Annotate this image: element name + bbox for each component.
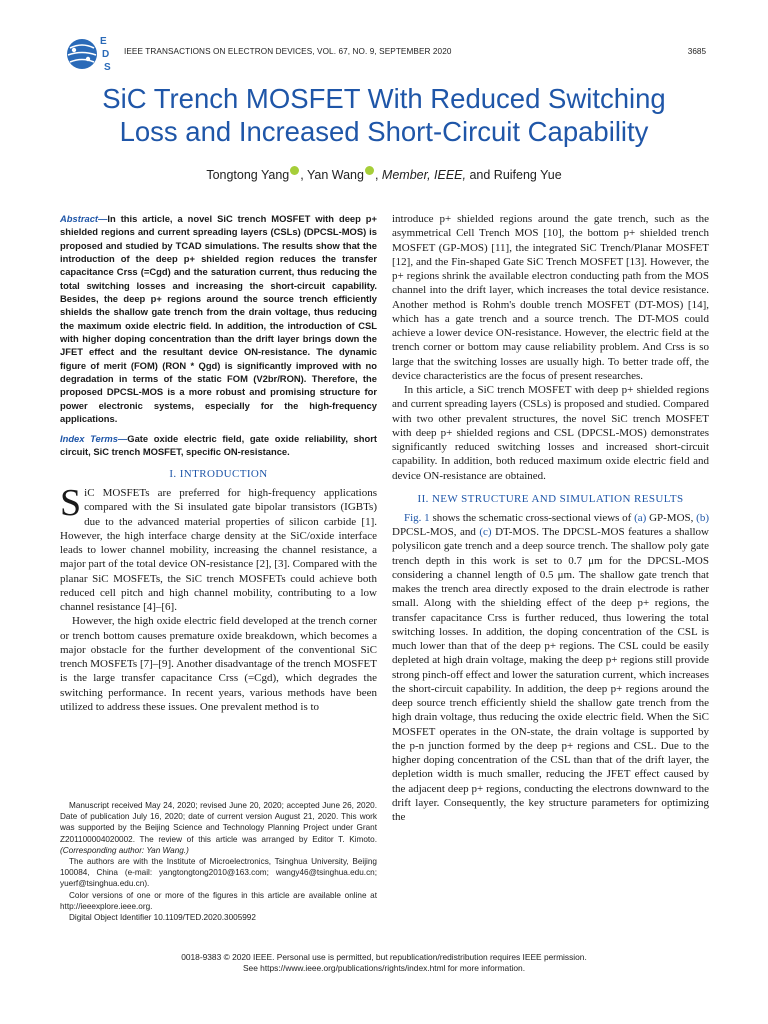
paper-title [40, 82, 728, 148]
index-terms-text: Gate oxide electric field, gate oxide reliability, short circuit, SiC trench MOSFET, specific ON-resistance. [60, 432, 377, 457]
author-3: and Ruifeng Yue [465, 168, 562, 182]
left-column [60, 212, 377, 714]
intro-paragraph-2: However, the high oxide electric field developed at the trench corner or trench bottom causes premature oxide breakdown, which becomes a major obstacle for the further development of the conventional SiC trench MOSFETs [7]–[9]. Another disadvantage of the trench MOSFET is the large transfer capacitance Crss (=Cgd), which degrades the switching performance. In recent years, various methods have been utilized to address these issues. One prevalent method is to [60, 615, 377, 713]
right-column [392, 212, 709, 824]
subfig-a-link[interactable]: (a) [634, 511, 647, 524]
figure-1-link[interactable]: Fig. 1 [404, 511, 430, 524]
copyright-line-2: See https://www.ieee.org/publications/rights/index.html for more information. [242, 963, 526, 973]
section-heading-structure: II. NEW STRUCTURE AND SIMULATION RESULTS [417, 492, 684, 505]
structure-text-d: DT-MOS. The DPCSL-MOS features a shallow polysilicon gate trench and a deep source trench. The shallow poly gate trench depth in this work is set to 0.7 μm for the DPCSL-MOS considering a channel length of 0.5 μm. The shallow gate trench that makes the trench area directly exposed to the drain electrode is rather small. Along with the shielding effect of the deep p+ regions, the transfer capacitance Crss is further reduced, thus lowering the total switching losses. In addition, the doping concentration of the CSL is much lower than that of the deep p+ regions. The CSL could be easily depleted at high drain voltage, making the deep p+ regions still provide strong pinch-off effect and lower the saturation current, which increases the short-circuit capability. In addition, the deep p+ regions around the deep source trench efficiently shield the shallow gate trench from the high drain voltage, thus reducing the oxide electric field. When the SiC MOSFET operates in the ON-state, the drain voltage is supported by the p-n junction formed by the deep p+ regions and CSL. Due to the higher doping concentration of the CSL than that of the drift layer, the depletion width is much smaller, reducing the JFET effect caused by the adjacent deep p+ regions, conducting the electrons downward to the drift layer. Consequently, the key structure parameters for optimizing the [392, 526, 709, 823]
footnote-manuscript: Manuscript received May 24, 2020; revised June 20, 2020; accepted June 26, 2020. Date of publication July 16, 2020; date of current version August 21, 2020. This work was supported by the Beijing Science and Technology Planning Project under Grant Z201100004020002. The review of this article was arranged by Editor T. Kimoto. [60, 801, 377, 844]
author-membership: Member, IEEE, [381, 168, 466, 182]
abstract-text: In this article, a novel SiC trench MOSFET with deep p+ shielded regions and current spreading layers (CSLs) (DPCSL-MOS) is proposed and studied by TCAD simulations. The results show that the introduction of the deep p+ shielded region reduces the transfer capacitance Crss (=Cgd) and the saturation current, thus reducing the total switching losses and increasing the short-circuit capability. Besides, the deep p+ regions around the source trench efficiently shields the shallow gate trench from the drain voltage, thus reducing the maximum oxide electric field. In addition, the introduction of CSL with higher doping concentration than the drift layer brings down the JFET effect and the resultant device ON-resistance. The dynamic figure of merit (FOM) (RON * Qgd) is significantly improved with no degradation in terms of the static FOM (V2br/RON). Therefore, the proposed DPCSL-MOS is a more robust and promising structure for power electronic systems, especially for the high-frequency applications. [60, 213, 377, 425]
footnote-color-versions: Color versions of one or more of the figures in this article are available online at http://ieeexplore.ieee.org. [60, 890, 377, 911]
structure-text-a: shows the schematic cross-sectional views of [429, 511, 635, 524]
author-2: , Yan Wang [300, 168, 364, 182]
eds-globe-logo [62, 30, 116, 76]
page-number: 3685 [687, 47, 706, 56]
svg-text:E: E [100, 36, 107, 47]
structure-text-c: DPCSL-MOS, and [392, 526, 480, 538]
subfig-c-link[interactable]: (c) [479, 526, 492, 538]
copyright-line-1: 0018-9383 © 2020 IEEE. Personal use is permitted, but republication/redistribution requires IEEE permission. [181, 952, 587, 962]
section-heading-introduction: I. INTRODUCTION [169, 468, 268, 481]
copyright-footer [0, 952, 768, 974]
journal-name: IEEE TRANSACTIONS ON ELECTRON DEVICES, VOL. 67, NO. 9, SEPTEMBER 2020 [124, 47, 452, 56]
first-page-footnote [60, 800, 377, 923]
index-terms [60, 432, 377, 459]
footnote-corresponding: (Corresponding author: Yan Wang.) [60, 845, 189, 855]
structure-text-b: GP-MOS, [646, 511, 697, 524]
orcid-icon[interactable] [365, 166, 374, 175]
page-header [0, 0, 768, 80]
footnote-doi: Digital Object Identifier 10.1109/TED.2020.3005992 [69, 913, 256, 923]
structure-body [392, 511, 709, 825]
abstract-dash: — [98, 213, 108, 224]
introduction-body [60, 482, 377, 714]
svg-text:D: D [102, 49, 110, 60]
index-terms-dash: — [117, 432, 128, 444]
author-1: Tongtong Yang [206, 168, 290, 182]
right-body [392, 212, 709, 483]
intro-paragraph-1: iC MOSFETs are preferred for high-frequency applications compared with the Si insulated gate bipolar transistors (IGBTs) due to the advanced material properties of silicon carbide [1]. However, the high interface charge density at the SiC/oxide interface leads to lower channel mobility, increasing the channel resistance, a major part of the total device ON-resistance [2], [3]. Compared with the planar SiC MOSFETs, the SiC trench MOSFETs could achieve both reduced cell pitch and high channel mobility, contributing to a low channel resistance [4]–[6]. [60, 487, 377, 614]
svg-text:S: S [104, 62, 111, 73]
index-terms-label: Index Terms [60, 432, 118, 444]
author-list [40, 166, 728, 182]
subfig-b-link[interactable]: (b) [696, 511, 709, 524]
title-line-1: SiC Trench MOSFET With Reduced Switching [102, 83, 666, 114]
author-sep: , [374, 168, 382, 182]
footnote-affiliation: The authors are with the Institute of Microelectronics, Tsinghua University, Beijing 100084, China (e-mail: yangtongtong2010@163.com; wangy46@tsinghua.edu.cn; yuerf@tsinghua.edu.cn). [60, 857, 377, 889]
abstract-label: Abstract [60, 213, 99, 224]
orcid-icon[interactable] [290, 166, 299, 175]
right-paragraph-1: introduce p+ shielded regions around the gate trench, such as the asymmetrical Cell Trench MOS [10], the bottom p+ shielded trench MOSFET (GP-MOS) [11], the integrated SiC Trench/Planar MOSFET [12], and the Fin-shaped Gate SiC Trench MOSFET [13]. However, the p+ regions shrink the available electron conducting path from the MOS channel into the drift layer, which increases the total device resistance. Another method is Rohm's double trench MOSFET (DT-MOS) [14], which has a gate trench and a source trench. The DT-MOS could achieve a lower device ON-resistance. However, the electric field at the trench corner or bottom may cause reliability problem. And Crss is so large that the switching losses are usually high. To better trade off, the device characteristics are the focus of present researches. [392, 213, 709, 382]
title-line-2: Loss and Increased Short-Circuit Capability [119, 116, 649, 147]
right-paragraph-2: In this article, a SiC trench MOSFET with deep p+ shielded regions and current spreading layers (CSLs) is proposed and studied. Compared with two other prevalent structures, the novel SiC trench MOSFET with deep p+ shielded regions and CSL (DPCSL-MOS) demonstrates significantly reduced switching losses and increased short-circuit capability. In addition, both reduced maximum oxide electric field and device ON-resistance are obtained. [392, 384, 709, 482]
drop-cap: S [60, 482, 82, 525]
abstract [60, 212, 377, 426]
